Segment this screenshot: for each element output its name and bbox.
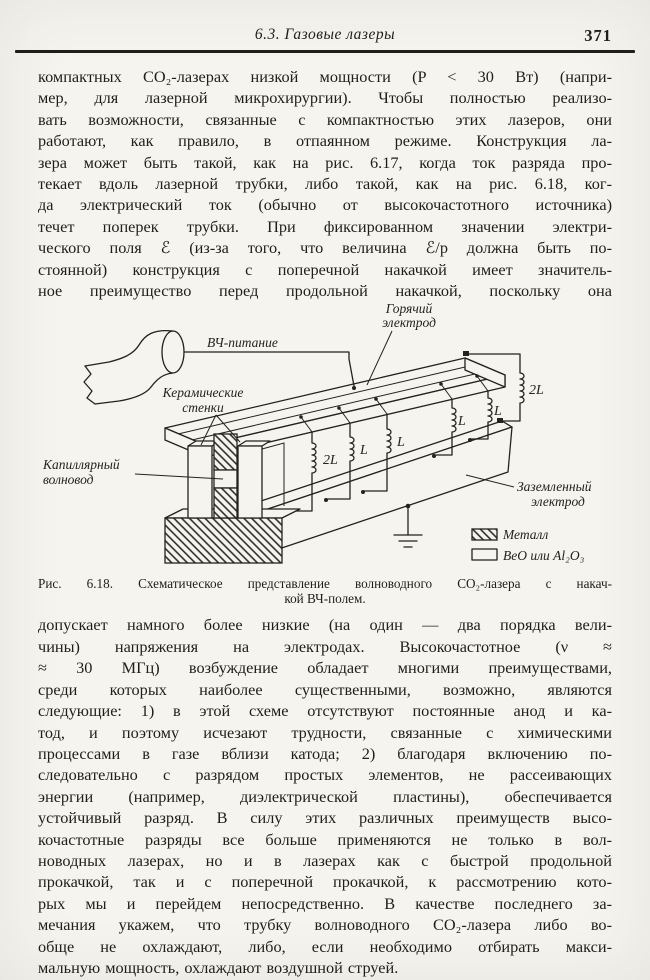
text-line: рых мы и перейдем непосредственно. В качестве последнего за- <box>38 893 612 913</box>
text-line: ное преимущество перед продольной накачкой, поскольку она <box>38 281 612 301</box>
text-line: обще не охлаждают, либо, если необходимо отбирать макси- <box>38 936 612 956</box>
legend-label-metal: Металл <box>503 527 549 543</box>
text-line: мальную мощность, охлаждают воздушной струей. <box>38 957 399 977</box>
text-line: мечания укажем, что трубку волноводного CO₂-лазера либо во- <box>38 915 612 935</box>
running-head-title: 6.3. Газовые лазеры <box>254 26 396 43</box>
page-header <box>38 26 612 48</box>
text-line: течет поперек трубки. При фиксированном значении электри- <box>38 216 612 236</box>
page-number: 371 <box>584 26 612 45</box>
caption-line: Рис. 6.18. Схематическое представление волноводного CO₂-лазера с накач- <box>38 576 612 592</box>
label-hot-electrode: Горячий <box>385 303 433 317</box>
label-ceramic-walls: Керамические <box>162 385 244 401</box>
text-line: среди которых наиболее существенными, возможно, являются <box>38 679 612 699</box>
label-inductance: L <box>494 404 502 420</box>
text-line: процессами в газе вблизи катода; 2) благодаря включению по- <box>38 743 612 763</box>
text-line: вать возможности, связанные с компактностью этих лазеров, они <box>38 109 612 129</box>
legend-swatch-ceramic <box>472 549 497 560</box>
text-line: работают, как правило, в отпаянном режиме. Конструкция ла- <box>38 131 612 151</box>
label-inductance: 2L <box>323 453 338 469</box>
label-inductance: L <box>360 443 368 459</box>
label-inductance: L <box>397 435 405 451</box>
paragraph-2 <box>38 614 612 978</box>
label-hot-electrode: электрод <box>382 315 436 331</box>
label-rf-supply: ВЧ-питание <box>207 335 278 351</box>
paragraph-1 <box>38 66 612 301</box>
text-line: ≈ 30 МГц) возбуждение обладает многими преимуществами, <box>38 658 612 678</box>
legend-swatch-metal <box>472 529 497 540</box>
text-line: да электрический ток (обычно от высокочастотного источника) <box>38 195 612 215</box>
text-line: ческого поля ℰ (из-за того, что величина ℰ/p должна быть по- <box>38 238 612 258</box>
label-inductance: 2L <box>529 383 544 399</box>
figure-caption <box>38 576 612 606</box>
label-capillary-waveguide: Капиллярный <box>43 457 120 473</box>
text-line: тод, и поэтому исчезают трудности, связанные с химическими <box>38 722 612 742</box>
ceramic-wall-right <box>238 446 262 518</box>
caption-line: кой ВЧ-полем. <box>284 591 366 607</box>
text-line: допускает намного более низкие (на один — два порядка вели- <box>38 615 612 635</box>
text-line: энергии (например, диэлектрической пластины), обеспечивается <box>38 786 612 806</box>
header-rule <box>15 50 635 53</box>
text-line: чины) напряжения на электродах. Высокочастотное (ν ≈ <box>38 636 612 656</box>
text-line: прокачкой, так и с поперечной прокачкой, к рассмотрению кото- <box>38 872 612 892</box>
legend-label-ceramic: BeO или Al₂O₃ <box>503 548 585 564</box>
metal-base-block <box>165 518 282 563</box>
text-line: текает вдоль лазерной трубки, либо такой, как на рис. 6.18, ког- <box>38 174 612 194</box>
ground-symbol <box>394 504 422 547</box>
text-line: компактных CO₂-лазерах низкой мощности (P < 30 Вт) (напри- <box>38 67 612 86</box>
text-line: устойчивый разряд. В силу этих различных преимуществ высо- <box>38 808 612 828</box>
text-line: следующие: 1) в этой схеме отсутствуют постоянные анод и ка- <box>38 701 612 721</box>
label-capillary-waveguide: волновод <box>43 472 94 488</box>
text-line: кочастотные разряды все больше применяются не только в вол- <box>38 829 612 849</box>
text-line: стоянной) конструкция с поперечной накачкой имеет значитель- <box>38 259 612 279</box>
figure-6-18 <box>35 303 612 574</box>
label-ceramic-walls: стенки <box>182 400 224 416</box>
label-grounded-electrode: Заземленный <box>517 479 592 495</box>
ceramic-wall-left <box>188 446 212 518</box>
label-inductance: L <box>458 414 466 430</box>
hot-electrode-strip <box>214 434 237 470</box>
text-line: мер, для лазерной микрохирургии). Чтобы полностью реализо- <box>38 88 612 108</box>
label-grounded-electrode: электрод <box>531 494 585 510</box>
text-line: новодных лазерах, но и в лазерах как с быстрой продольной <box>38 850 612 870</box>
laser-diagram <box>35 303 615 569</box>
figure-legend <box>472 527 585 563</box>
grounded-electrode-strip <box>214 488 237 518</box>
text-line: следовательно с разрядом простых элементов, не рассеивающих <box>38 765 612 785</box>
text-line: зера может быть такой, как на рис. 6.17, когда ток разряда про- <box>38 152 612 172</box>
